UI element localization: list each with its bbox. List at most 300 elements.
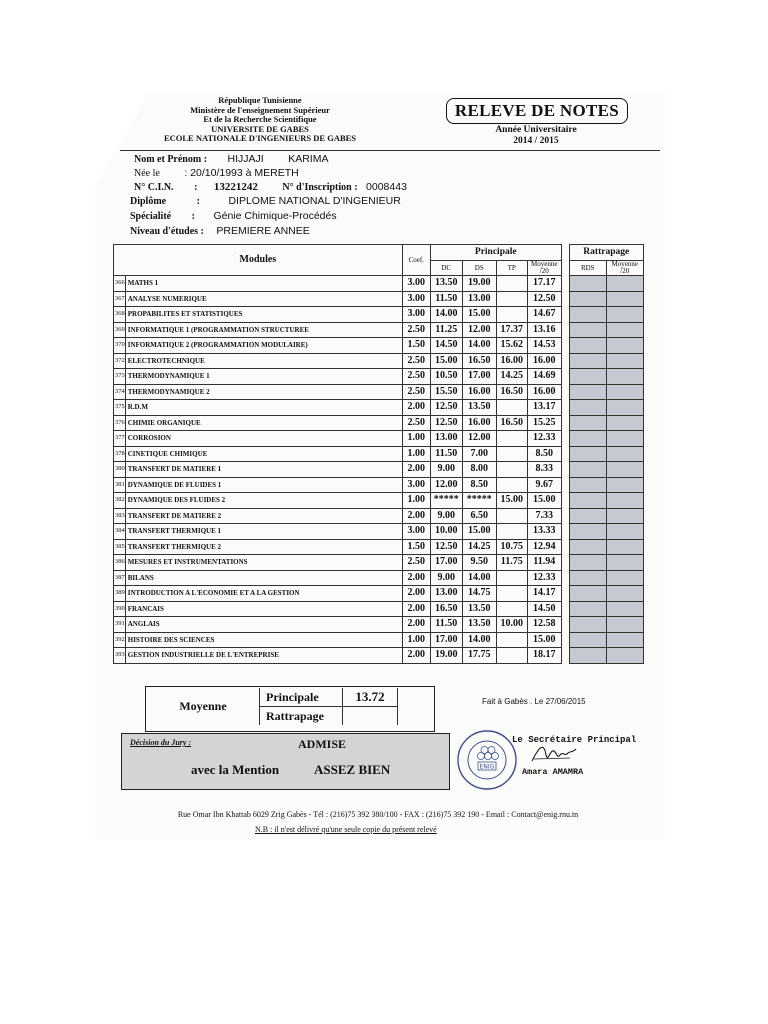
moyenne-cell: 17.17 bbox=[527, 276, 561, 292]
coef-cell: 2.00 bbox=[402, 400, 430, 416]
moyenne-rattrapage-cell bbox=[606, 322, 643, 338]
document-title: RELEVE DE NOTES bbox=[446, 98, 628, 124]
row-number: 367 bbox=[114, 291, 126, 307]
niveau-value: PREMIERE ANNEE bbox=[216, 225, 310, 237]
mention-label: avec la Mention bbox=[191, 762, 280, 777]
rds-cell bbox=[569, 276, 606, 292]
table-row bbox=[114, 493, 644, 509]
dc-cell: 12.50 bbox=[430, 400, 462, 416]
rds-cell bbox=[569, 648, 606, 664]
academic-year-value: 2014 / 2015 bbox=[513, 136, 559, 146]
coef-cell: 2.00 bbox=[402, 601, 430, 617]
column-gap bbox=[561, 384, 569, 400]
column-gap bbox=[561, 307, 569, 323]
tp-cell: 15.00 bbox=[496, 493, 527, 509]
coef-cell: 2.50 bbox=[402, 555, 430, 571]
table-row bbox=[114, 648, 644, 664]
tp-cell: 17.37 bbox=[496, 322, 527, 338]
tp-cell bbox=[496, 400, 527, 416]
table-row bbox=[114, 539, 644, 555]
tp-cell bbox=[496, 477, 527, 493]
tp-cell bbox=[496, 431, 527, 447]
rds-cell bbox=[569, 462, 606, 478]
header-line: République Tunisienne bbox=[218, 95, 302, 105]
row-number: 384 bbox=[114, 524, 126, 540]
row-number: 372 bbox=[114, 353, 126, 369]
column-gap bbox=[561, 446, 569, 462]
table-row bbox=[114, 415, 644, 431]
rds-cell bbox=[569, 477, 606, 493]
ds-cell: 14.00 bbox=[462, 632, 496, 648]
column-gap bbox=[561, 369, 569, 385]
jury-decision-box bbox=[121, 733, 450, 790]
coef-cell: 1.50 bbox=[402, 338, 430, 354]
table-row bbox=[114, 369, 644, 385]
moyenne-rattrapage-cell bbox=[606, 462, 643, 478]
diplome-label: Diplôme bbox=[130, 196, 167, 207]
rds-cell bbox=[569, 415, 606, 431]
ds-cell: 15.00 bbox=[462, 524, 496, 540]
moyenne-cell: 8.33 bbox=[527, 462, 561, 478]
moyenne-cell: 11.94 bbox=[527, 555, 561, 571]
module-name: DYNAMIQUE DE FLUIDES 1 bbox=[125, 477, 402, 493]
moyenne-rattrapage-cell bbox=[606, 493, 643, 509]
row-number: 374 bbox=[114, 384, 126, 400]
rds-cell bbox=[569, 307, 606, 323]
moyenne-rattrapage-cell bbox=[606, 353, 643, 369]
moyenne-cell: 13.33 bbox=[527, 524, 561, 540]
footer-address: Rue Omar Ibn Khattab 6029 Zrig Gabès - Tél : (216)75 392 380/100 - FAX : (216)75 392 190 - Email : Contact@enig.rnu.tn bbox=[177, 810, 579, 819]
moyenne-rattrapage-header: Moyenne /20 bbox=[606, 260, 643, 276]
name-label: Nom et Prénom : bbox=[134, 154, 208, 165]
ds-cell: 13.50 bbox=[462, 601, 496, 617]
ds-cell: 12.00 bbox=[462, 322, 496, 338]
dc-cell: 9.00 bbox=[430, 462, 462, 478]
column-gap bbox=[561, 632, 569, 648]
row-number: 386 bbox=[114, 555, 126, 571]
ds-cell: 12.00 bbox=[462, 431, 496, 447]
module-name: TRANSFERT DE MATIERE 2 bbox=[125, 508, 402, 524]
diplome-row bbox=[130, 195, 401, 207]
row-number: 383 bbox=[114, 508, 126, 524]
coef-cell: 3.00 bbox=[402, 477, 430, 493]
specialite-row bbox=[130, 210, 337, 222]
moyenne-rattrapage-cell bbox=[606, 400, 643, 416]
column-gap bbox=[561, 524, 569, 540]
row-number: 382 bbox=[114, 493, 126, 509]
dc-cell: ***** bbox=[430, 493, 462, 509]
coef-cell: 2.50 bbox=[402, 415, 430, 431]
header-line: UNIVERSITE DE GABES bbox=[211, 123, 309, 134]
rds-cell bbox=[569, 570, 606, 586]
module-name: THERMODYNAMIQUE 1 bbox=[125, 369, 402, 385]
cin-row bbox=[134, 181, 407, 193]
row-number: 370 bbox=[114, 338, 126, 354]
moyenne-cell: 14.69 bbox=[527, 369, 561, 385]
average-label: Moyenne bbox=[147, 688, 260, 725]
tp-cell bbox=[496, 508, 527, 524]
rds-cell bbox=[569, 601, 606, 617]
last-name: HIJJAJI bbox=[227, 153, 264, 165]
table-row bbox=[114, 586, 644, 602]
principale-label: Principale bbox=[260, 688, 343, 707]
rds-cell bbox=[569, 291, 606, 307]
ds-cell: 14.00 bbox=[462, 338, 496, 354]
dc-cell: 12.50 bbox=[430, 415, 462, 431]
table-row bbox=[114, 322, 644, 338]
inscription-value: 0008443 bbox=[366, 181, 407, 193]
table-row bbox=[114, 477, 644, 493]
rds-cell bbox=[569, 431, 606, 447]
row-number: 392 bbox=[114, 632, 126, 648]
ds-cell: 16.00 bbox=[462, 384, 496, 400]
column-gap bbox=[561, 291, 569, 307]
tp-cell bbox=[496, 632, 527, 648]
moyenne-header: Moyenne /20 bbox=[527, 260, 561, 276]
rds-cell bbox=[569, 524, 606, 540]
tp-cell: 16.50 bbox=[496, 384, 527, 400]
moyenne-cell: 14.50 bbox=[527, 601, 561, 617]
dc-cell: 17.00 bbox=[430, 632, 462, 648]
ds-cell: 9.50 bbox=[462, 555, 496, 571]
moyenne-rattrapage-cell bbox=[606, 555, 643, 571]
dc-cell: 10.00 bbox=[430, 524, 462, 540]
tp-cell bbox=[496, 601, 527, 617]
mention-value: ASSEZ BIEN bbox=[314, 762, 391, 777]
column-gap bbox=[561, 338, 569, 354]
module-name: CINETIQUE CHIMIQUE bbox=[125, 446, 402, 462]
rds-cell bbox=[569, 508, 606, 524]
dc-cell: 13.50 bbox=[430, 276, 462, 292]
ds-cell: 16.50 bbox=[462, 353, 496, 369]
table-row bbox=[114, 570, 644, 586]
moyenne-cell: 13.17 bbox=[527, 400, 561, 416]
tp-cell bbox=[496, 462, 527, 478]
ds-cell: ***** bbox=[462, 493, 496, 509]
dc-cell: 13.00 bbox=[430, 431, 462, 447]
moyenne-cell: 12.33 bbox=[527, 570, 561, 586]
secretary-title: Le Secrétaire Principal bbox=[512, 735, 637, 745]
coef-cell: 2.00 bbox=[402, 570, 430, 586]
rds-cell bbox=[569, 384, 606, 400]
rds-cell bbox=[569, 493, 606, 509]
tp-cell: 14.25 bbox=[496, 369, 527, 385]
moyenne-cell: 14.67 bbox=[527, 307, 561, 323]
moyenne-rattrapage-cell bbox=[606, 648, 643, 664]
row-number: 387 bbox=[114, 570, 126, 586]
module-name: TRANSFERT DE MATIERE 1 bbox=[125, 462, 402, 478]
dc-cell: 12.50 bbox=[430, 539, 462, 555]
rds-cell bbox=[569, 446, 606, 462]
module-name: CORROSION bbox=[125, 431, 402, 447]
module-name: PROPABILITES ET STATISTIQUES bbox=[125, 307, 402, 323]
ds-cell: 13.50 bbox=[462, 400, 496, 416]
coef-cell: 2.00 bbox=[402, 462, 430, 478]
tp-cell bbox=[496, 586, 527, 602]
tp-cell: 11.75 bbox=[496, 555, 527, 571]
moyenne-cell: 15.25 bbox=[527, 415, 561, 431]
module-name: INFORMATIQUE 1 (PROGRAMMATION STRUCTUREE bbox=[125, 322, 402, 338]
moyenne-rattrapage-cell bbox=[606, 570, 643, 586]
rds-cell bbox=[569, 338, 606, 354]
table-row bbox=[114, 617, 644, 633]
ds-cell: 16.00 bbox=[462, 415, 496, 431]
column-gap bbox=[561, 462, 569, 478]
student-info bbox=[120, 150, 660, 243]
date-place: Fait à Gabès . Le 27/06/2015 bbox=[482, 697, 586, 706]
stamp-text: ENIG bbox=[479, 763, 495, 771]
module-name: ANALYSE NUMERIQUE bbox=[125, 291, 402, 307]
ds-cell: 15.00 bbox=[462, 307, 496, 323]
birth-value: : 20/10/1993 à MERETH bbox=[184, 167, 299, 179]
rds-header: RDS bbox=[569, 260, 606, 276]
cin-separator: : bbox=[194, 182, 198, 193]
diplome-value: DIPLOME NATIONAL D'INGENIEUR bbox=[228, 195, 401, 207]
rds-cell bbox=[569, 369, 606, 385]
moyenne-cell: 8.50 bbox=[527, 446, 561, 462]
ds-cell: 6.50 bbox=[462, 508, 496, 524]
column-gap bbox=[561, 539, 569, 555]
moyenne-cell: 12.94 bbox=[527, 539, 561, 555]
table-row bbox=[114, 555, 644, 571]
module-name: GESTION INDUSTRIELLE DE L'ENTREPRISE bbox=[125, 648, 402, 664]
moyenne-rattrapage-cell bbox=[606, 601, 643, 617]
moyenne-cell: 13.16 bbox=[527, 322, 561, 338]
jury-decision: ADMISE bbox=[298, 737, 347, 751]
module-name: ANGLAIS bbox=[125, 617, 402, 633]
moyenne-rattrapage-cell bbox=[606, 369, 643, 385]
dc-cell: 14.50 bbox=[430, 338, 462, 354]
tp-cell: 10.75 bbox=[496, 539, 527, 555]
dc-cell: 9.00 bbox=[430, 570, 462, 586]
rds-cell bbox=[569, 353, 606, 369]
rds-cell bbox=[569, 617, 606, 633]
tp-cell bbox=[496, 524, 527, 540]
column-gap bbox=[561, 648, 569, 664]
moyenne-cell: 15.00 bbox=[527, 632, 561, 648]
coef-cell: 1.00 bbox=[402, 632, 430, 648]
moyenne-rattrapage-cell bbox=[606, 291, 643, 307]
column-gap bbox=[561, 477, 569, 493]
module-name: MATHS 1 bbox=[125, 276, 402, 292]
row-number: 390 bbox=[114, 601, 126, 617]
first-name: KARIMA bbox=[288, 153, 329, 165]
rds-cell bbox=[569, 322, 606, 338]
row-number: 389 bbox=[114, 586, 126, 602]
coef-cell: 3.00 bbox=[402, 291, 430, 307]
jury-label: Décision du Jury : bbox=[130, 738, 192, 747]
name-row bbox=[134, 153, 328, 165]
moyenne-cell: 16.00 bbox=[527, 384, 561, 400]
academic-year-label: Année Universitaire bbox=[495, 125, 577, 135]
moyenne-rattrapage-cell bbox=[606, 338, 643, 354]
coef-cell: 2.00 bbox=[402, 508, 430, 524]
dc-cell: 15.50 bbox=[430, 384, 462, 400]
moyenne-cell: 7.33 bbox=[527, 508, 561, 524]
column-gap bbox=[561, 586, 569, 602]
coef-cell: 2.00 bbox=[402, 617, 430, 633]
ds-cell: 14.75 bbox=[462, 586, 496, 602]
dc-header: DC bbox=[430, 260, 462, 276]
tp-cell: 15.62 bbox=[496, 338, 527, 354]
moyenne-rattrapage-cell bbox=[606, 508, 643, 524]
tp-cell bbox=[496, 291, 527, 307]
row-number: 373 bbox=[114, 369, 126, 385]
tp-cell: 16.00 bbox=[496, 353, 527, 369]
tp-cell bbox=[496, 648, 527, 664]
ds-cell: 13.00 bbox=[462, 291, 496, 307]
cin-value: 13221242 bbox=[213, 181, 258, 193]
coef-cell: 1.50 bbox=[402, 539, 430, 555]
specialite-value: Génie Chimique-Procédés bbox=[213, 210, 337, 222]
module-name: DYNAMIQUE DES FLUIDES 2 bbox=[125, 493, 402, 509]
coef-cell: 1.00 bbox=[402, 493, 430, 509]
dc-cell: 14.00 bbox=[430, 307, 462, 323]
ds-cell: 14.25 bbox=[462, 539, 496, 555]
column-gap bbox=[561, 245, 569, 276]
rattrapage-header: Rattrapage bbox=[569, 245, 643, 261]
tp-cell bbox=[496, 446, 527, 462]
ds-cell: 8.50 bbox=[462, 477, 496, 493]
specialite-separator: : bbox=[191, 211, 195, 222]
average-table bbox=[147, 688, 398, 725]
rds-cell bbox=[569, 632, 606, 648]
row-number: 378 bbox=[114, 446, 126, 462]
table-row bbox=[114, 601, 644, 617]
module-name: CHIMIE ORGANIQUE bbox=[125, 415, 402, 431]
row-number: 375 bbox=[114, 400, 126, 416]
moyenne-rattrapage-cell bbox=[606, 415, 643, 431]
coef-cell: 3.00 bbox=[402, 307, 430, 323]
coef-header: Coef. bbox=[402, 245, 430, 276]
moyenne-rattrapage-cell bbox=[606, 586, 643, 602]
header-line: Et de la Recherche Scientifique bbox=[203, 114, 317, 124]
column-gap bbox=[561, 617, 569, 633]
dc-cell: 13.00 bbox=[430, 586, 462, 602]
column-gap bbox=[561, 601, 569, 617]
dc-cell: 11.50 bbox=[430, 291, 462, 307]
moyenne-cell: 16.00 bbox=[527, 353, 561, 369]
table-row bbox=[114, 462, 644, 478]
tp-cell bbox=[496, 276, 527, 292]
column-gap bbox=[561, 276, 569, 292]
module-name: TRANSFERT THERMIQUE 2 bbox=[125, 539, 402, 555]
table-row bbox=[114, 307, 644, 323]
module-name: ELECTROTECHNIQUE bbox=[125, 353, 402, 369]
coef-cell: 2.50 bbox=[402, 369, 430, 385]
rds-cell bbox=[569, 539, 606, 555]
coef-cell: 1.00 bbox=[402, 446, 430, 462]
module-name: MESURES ET INSTRUMENTATIONS bbox=[125, 555, 402, 571]
ds-cell: 8.00 bbox=[462, 462, 496, 478]
coef-cell: 2.00 bbox=[402, 586, 430, 602]
moyenne-rattrapage-cell bbox=[606, 539, 643, 555]
dc-cell: 12.00 bbox=[430, 477, 462, 493]
academic-year bbox=[446, 125, 626, 147]
table-row bbox=[114, 276, 644, 292]
moyenne-rattrapage-cell bbox=[606, 384, 643, 400]
ds-cell: 17.75 bbox=[462, 648, 496, 664]
moyenne-rattrapage-cell bbox=[606, 307, 643, 323]
rds-cell bbox=[569, 400, 606, 416]
ds-cell: 17.00 bbox=[462, 369, 496, 385]
modules-header: Modules bbox=[114, 245, 403, 276]
moyenne-cell: 14.17 bbox=[527, 586, 561, 602]
table-row bbox=[114, 353, 644, 369]
moyenne-cell: 9.67 bbox=[527, 477, 561, 493]
handwritten-signature bbox=[530, 741, 578, 767]
table-row bbox=[114, 291, 644, 307]
column-gap bbox=[561, 353, 569, 369]
row-number: 366 bbox=[114, 276, 126, 292]
specialite-label: Spécialité bbox=[130, 211, 172, 222]
ds-header: DS bbox=[462, 260, 496, 276]
row-number: 377 bbox=[114, 431, 126, 447]
tp-cell bbox=[496, 570, 527, 586]
rds-cell bbox=[569, 586, 606, 602]
dc-cell: 19.00 bbox=[430, 648, 462, 664]
dc-cell: 11.25 bbox=[430, 322, 462, 338]
tp-cell: 16.50 bbox=[496, 415, 527, 431]
secretary-name: Amara AMAMRA bbox=[522, 767, 584, 777]
column-gap bbox=[561, 555, 569, 571]
copy-notice: N.B : il n'est délivré qu'une seule copie du présent relevé bbox=[255, 825, 437, 834]
coef-cell: 2.00 bbox=[402, 648, 430, 664]
ds-cell: 13.50 bbox=[462, 617, 496, 633]
module-name: INFORMATIQUE 2 (PROGRAMMATION MODULAIRE) bbox=[125, 338, 402, 354]
header-line: ECOLE NATIONALE D'INGENIEURS DE GABES bbox=[163, 133, 357, 143]
column-gap bbox=[561, 415, 569, 431]
module-name: THERMODYNAMIQUE 2 bbox=[125, 384, 402, 400]
moyenne-cell: 15.00 bbox=[527, 493, 561, 509]
table-row bbox=[114, 524, 644, 540]
dc-cell: 16.50 bbox=[430, 601, 462, 617]
ds-cell: 14.00 bbox=[462, 570, 496, 586]
coef-cell: 3.00 bbox=[402, 524, 430, 540]
table-row bbox=[114, 384, 644, 400]
module-name: INTRODUCTION A L'ECONOMIE ET A LA GESTION bbox=[125, 586, 402, 602]
niveau-row bbox=[130, 225, 310, 237]
ds-cell: 19.00 bbox=[462, 276, 496, 292]
moyenne-rattrapage-cell bbox=[606, 431, 643, 447]
dc-cell: 10.50 bbox=[430, 369, 462, 385]
row-number: 393 bbox=[114, 648, 126, 664]
row-number: 380 bbox=[114, 462, 126, 478]
ds-cell: 7.00 bbox=[462, 446, 496, 462]
institution-header bbox=[145, 96, 375, 144]
moyenne-cell: 14.53 bbox=[527, 338, 561, 354]
table-row bbox=[114, 632, 644, 648]
column-gap bbox=[561, 431, 569, 447]
coef-cell: 2.50 bbox=[402, 353, 430, 369]
table-row bbox=[114, 431, 644, 447]
column-gap bbox=[561, 508, 569, 524]
column-gap bbox=[561, 570, 569, 586]
rattrapage-average bbox=[343, 707, 398, 726]
moyenne-cell: 12.58 bbox=[527, 617, 561, 633]
school-stamp bbox=[455, 728, 519, 792]
dc-cell: 11.50 bbox=[430, 617, 462, 633]
moyenne-rattrapage-cell bbox=[606, 632, 643, 648]
rds-cell bbox=[569, 555, 606, 571]
row-number: 385 bbox=[114, 539, 126, 555]
module-name: FRANCAIS bbox=[125, 601, 402, 617]
tp-cell bbox=[496, 307, 527, 323]
module-name: R.D.M bbox=[125, 400, 402, 416]
coef-cell: 2.50 bbox=[402, 384, 430, 400]
module-name: TRANSFERT THERMIQUE 1 bbox=[125, 524, 402, 540]
moyenne-rattrapage-cell bbox=[606, 617, 643, 633]
